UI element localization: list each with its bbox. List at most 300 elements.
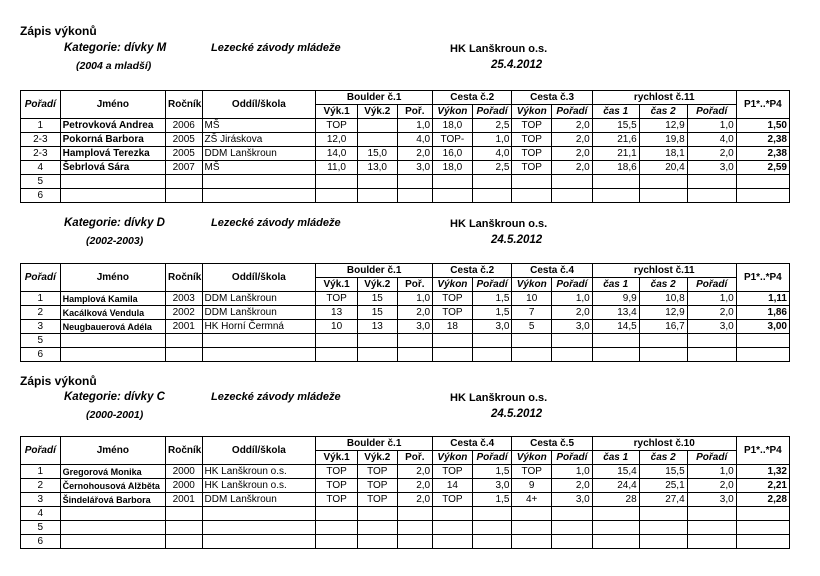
table-cell [687,507,736,521]
table-cell: 3,0 [687,161,736,175]
group-header-route-b: Cesta č.3 [512,91,592,105]
event-label: Lezecké závody mládeže [211,391,341,403]
col-header-cas1: čas 1 [592,278,639,292]
table-cell [687,521,736,535]
table-cell: TOP [512,119,552,133]
table-cell [166,348,203,362]
club-label: HK Lanškroun o.s. [450,43,548,55]
col-header-rocnik: Ročník [166,437,203,465]
table-cell [687,348,736,362]
table-cell [357,119,397,133]
table-cell [512,535,552,549]
table-cell [433,348,473,362]
table-cell [316,348,358,362]
table-cell [397,348,433,362]
years-label: (2002-2003) [86,235,144,247]
table-cell: 5 [21,521,61,535]
table-cell: 4 [21,507,61,521]
table-cell [397,175,433,189]
group-header-route-a: Cesta č.2 [433,264,512,278]
table-cell [472,189,512,203]
header-row [21,437,790,451]
table-cell: 1 [21,465,61,479]
table-cell [60,189,165,203]
table-cell [639,521,687,535]
table-cell [687,334,736,348]
col-header-poradi: Pořadí [21,437,61,465]
table-cell [316,175,358,189]
col-header-total: P1*..*P4 [736,437,789,465]
table-cell: 2,0 [552,479,593,493]
table-cell [166,189,203,203]
col-header-cas2: čas 2 [639,451,687,465]
table-cell [639,175,687,189]
category-label: Kategorie: dívky C [64,391,165,403]
table-cell [592,521,639,535]
table-cell: 2000 [166,465,203,479]
table-cell [592,507,639,521]
table-cell [472,334,512,348]
col-header-poradi2: Pořadí [472,451,512,465]
table-cell: 1,0 [687,465,736,479]
table-cell: 2005 [166,147,203,161]
table-cell: 1,0 [687,119,736,133]
table-cell [639,507,687,521]
table-cell: 2,38 [736,147,789,161]
table-cell [316,535,358,549]
table-cell: DDM Lanškroun [202,292,316,306]
table-cell: 2,5 [472,119,512,133]
table-cell [397,507,433,521]
col-header-jmeno: Jméno [60,437,165,465]
col-header-cas1: čas 1 [592,105,639,119]
col-header-poradi2: Pořadí [687,451,736,465]
table-cell [639,348,687,362]
results-table [20,263,790,362]
table-cell [736,521,789,535]
table-cell: 3 [21,493,61,507]
table-cell: 1,0 [472,133,512,147]
table-row [21,479,790,493]
table-cell [316,507,358,521]
table-cell: TOP [433,465,473,479]
table-cell [552,521,593,535]
table-cell: 3,0 [687,493,736,507]
col-header-jmeno: Jméno [60,91,165,119]
table-cell [433,507,473,521]
col-header-poradi2: Pořadí [687,278,736,292]
table-cell: 2,0 [397,465,433,479]
table-cell [357,133,397,147]
table-cell [736,334,789,348]
category-label: Kategorie: dívky M [64,42,167,54]
table-cell: 2000 [166,479,203,493]
table-cell: Černohousová Alžběta [60,479,165,493]
table-cell: 13 [357,320,397,334]
table-cell: 1 [21,292,61,306]
group-header-speed: rychlost č.10 [592,437,736,451]
table-row [21,306,790,320]
table-cell: 14,0 [316,147,358,161]
table-cell: 2,0 [687,306,736,320]
table-cell [316,189,358,203]
table-cell: 1,0 [552,465,593,479]
table-cell: 1,50 [736,119,789,133]
table-cell [639,334,687,348]
table-cell: 4 [21,161,61,175]
table-cell: 2,28 [736,493,789,507]
date-label: 24.5.2012 [491,408,543,420]
table-row [21,334,790,348]
table-cell [512,334,552,348]
table-cell: 3,00 [736,320,789,334]
table-cell [736,348,789,362]
table-cell: TOP- [433,133,473,147]
col-header-rocnik: Ročník [166,264,203,292]
table-cell: 7 [512,306,552,320]
table-cell [357,334,397,348]
table-cell: 1,5 [472,465,512,479]
col-header-cas2: čas 2 [639,278,687,292]
col-header-vykon: Výkon [433,278,473,292]
table-cell: MŠ [202,119,316,133]
table-cell: 2,0 [397,479,433,493]
table-cell: 6 [21,535,61,549]
table-cell: 15,0 [357,147,397,161]
table-cell: 14,5 [592,320,639,334]
group-header-boulder: Boulder č.1 [316,264,433,278]
table-cell [60,175,165,189]
table-cell [592,189,639,203]
col-header-vyk1: Výk.1 [316,105,358,119]
table-cell: DDM Lanškroun [202,493,316,507]
table-cell: 2,0 [397,306,433,320]
table-cell: 1,5 [472,306,512,320]
col-header-poradi2: Pořadí [552,278,593,292]
table-cell: 21,6 [592,133,639,147]
table-cell [472,507,512,521]
table-cell: 19,8 [639,133,687,147]
col-header-vykon: Výkon [512,278,552,292]
col-header-poradi2: Pořadí [472,105,512,119]
table-cell: 2-3 [21,147,61,161]
table-cell: HK Horní Čermná [202,320,316,334]
table-cell: 1,5 [472,292,512,306]
table-cell: 13,4 [592,306,639,320]
table-cell: 4,0 [472,147,512,161]
table-cell: 2001 [166,320,203,334]
col-header-rocnik: Ročník [166,91,203,119]
table-cell [202,334,316,348]
table-cell: 1,0 [397,119,433,133]
table-cell: 18,6 [592,161,639,175]
group-header-boulder: Boulder č.1 [316,91,433,105]
table-cell [60,348,165,362]
table-cell [166,507,203,521]
table-cell: Neugbauerová Adéla [60,320,165,334]
table-cell: MŠ [202,161,316,175]
table-cell [552,348,593,362]
table-cell: 20,4 [639,161,687,175]
table-cell [639,189,687,203]
table-cell: 3,0 [397,320,433,334]
table-cell [736,189,789,203]
col-header-oddil: Oddíl/škola [202,437,316,465]
col-header-vykon: Výkon [512,105,552,119]
table-cell: DDM Lanškroun [202,306,316,320]
table-cell: 2002 [166,306,203,320]
table-cell [687,535,736,549]
table-cell: 1,11 [736,292,789,306]
col-header-por: Poř. [397,451,433,465]
years-label: (2004 a mladší) [76,60,152,72]
col-header-vyk2: Výk.2 [357,451,397,465]
table-cell: 2-3 [21,133,61,147]
table-cell: TOP [512,465,552,479]
table-cell: Kacálková Vendula [60,306,165,320]
table-cell [60,334,165,348]
col-header-vyk1: Výk.1 [316,451,358,465]
table-cell [472,175,512,189]
table-cell: TOP [357,479,397,493]
table-cell: TOP [433,493,473,507]
col-header-vyk2: Výk.2 [357,278,397,292]
table-cell [60,521,165,535]
group-header-route-b: Cesta č.5 [512,437,592,451]
table-cell: Hamplová Terezka [60,147,165,161]
section-title: Zápis výkonů [20,24,97,38]
table-cell: 18,1 [639,147,687,161]
table-cell [166,175,203,189]
table-cell: 5 [21,175,61,189]
table-cell [736,175,789,189]
col-header-cas2: čas 2 [639,105,687,119]
table-row [21,133,790,147]
table-cell [512,507,552,521]
table-row [21,348,790,362]
table-cell: 3,0 [472,479,512,493]
table-cell: 2006 [166,119,203,133]
table-cell [316,334,358,348]
table-row [21,320,790,334]
date-label: 24.5.2012 [491,234,543,246]
table-cell [552,535,593,549]
table-cell: 21,1 [592,147,639,161]
table-cell [357,189,397,203]
table-cell: TOP [316,479,358,493]
table-cell: 2,0 [552,133,593,147]
table-cell: 1,0 [552,292,593,306]
table-cell: DDM Lanškroun [202,147,316,161]
table-cell [202,521,316,535]
table-cell [60,535,165,549]
table-cell [202,535,316,549]
results-table [20,436,790,549]
table-cell: 2 [21,479,61,493]
header-row [21,91,790,105]
table-cell [472,348,512,362]
table-cell: 4,0 [687,133,736,147]
table-cell: TOP [316,292,358,306]
table-cell: 13,0 [357,161,397,175]
table-cell: 3,0 [552,320,593,334]
table-cell [552,334,593,348]
table-cell [202,175,316,189]
group-header-route-b: Cesta č.4 [512,264,592,278]
table-cell [166,535,203,549]
table-cell [736,535,789,549]
table-cell: 3,0 [687,320,736,334]
table-row [21,493,790,507]
table-row [21,535,790,549]
table-cell [736,507,789,521]
col-header-por: Poř. [397,278,433,292]
table-cell [512,189,552,203]
table-cell [357,535,397,549]
col-header-vyk1: Výk.1 [316,278,358,292]
col-header-total: P1*..*P4 [736,91,789,119]
table-cell: 2005 [166,133,203,147]
table-cell [202,348,316,362]
table-cell [592,535,639,549]
table-cell: 27,4 [639,493,687,507]
table-cell: 9 [512,479,552,493]
table-cell [397,334,433,348]
table-cell: 2,0 [687,479,736,493]
table-cell: HK Lanškroun o.s. [202,465,316,479]
table-cell: TOP [512,133,552,147]
col-header-poradi2: Pořadí [552,451,593,465]
club-label: HK Lanškroun o.s. [450,392,548,404]
table-cell [687,189,736,203]
table-cell: 5 [512,320,552,334]
table-cell [472,521,512,535]
table-cell [166,334,203,348]
table-cell [202,507,316,521]
col-header-vyk2: Výk.2 [357,105,397,119]
table-cell [512,175,552,189]
table-cell: TOP [512,161,552,175]
table-cell: 4+ [512,493,552,507]
table-cell: 6 [21,189,61,203]
table-cell: 12,9 [639,119,687,133]
table-cell: Šebrlová Sára [60,161,165,175]
section-title: Zápis výkonů [20,374,97,388]
table-cell [316,521,358,535]
date-label: 25.4.2012 [491,59,543,71]
col-header-cas1: čas 1 [592,451,639,465]
table-cell: TOP [316,493,358,507]
table-cell [60,507,165,521]
table-cell [512,521,552,535]
table-cell [357,348,397,362]
results-table [20,90,790,203]
table-cell: 11,0 [316,161,358,175]
group-header-boulder: Boulder č.1 [316,437,433,451]
table-row [21,161,790,175]
table-row [21,507,790,521]
table-cell: TOP [316,119,358,133]
table-cell [433,535,473,549]
table-cell: TOP [433,306,473,320]
table-cell: 15,4 [592,465,639,479]
col-header-poradi2: Pořadí [687,105,736,119]
table-cell: TOP [512,147,552,161]
table-cell: 2 [21,306,61,320]
table-cell [433,521,473,535]
table-cell: Pokorná Barbora [60,133,165,147]
table-cell: 1 [21,119,61,133]
table-cell: 12,0 [316,133,358,147]
table-cell: Petrovková Andrea [60,119,165,133]
group-header-speed: rychlost č.11 [592,91,736,105]
col-header-vykon: Výkon [433,451,473,465]
table-cell [592,348,639,362]
table-cell: 2,0 [552,147,593,161]
table-cell: 3,0 [472,320,512,334]
category-label: Kategorie: dívky D [64,217,165,229]
table-cell [357,521,397,535]
group-header-speed: rychlost č.11 [592,264,736,278]
table-cell: 18 [433,320,473,334]
table-cell: 12,9 [639,306,687,320]
table-cell: Hamplová Kamila [60,292,165,306]
table-cell: 2,0 [552,119,593,133]
group-header-route-a: Cesta č.2 [433,91,512,105]
table-cell: 1,0 [397,292,433,306]
table-cell: 15,5 [639,465,687,479]
table-cell: 9,9 [592,292,639,306]
col-header-oddil: Oddíl/škola [202,264,316,292]
table-cell: ZŠ Jiráskova [202,133,316,147]
table-cell: 18,0 [433,161,473,175]
col-header-poradi2: Pořadí [552,105,593,119]
table-cell: 2,0 [552,161,593,175]
years-label: (2000-2001) [86,409,144,421]
col-header-vykon: Výkon [433,105,473,119]
table-cell: 10 [512,292,552,306]
table-cell: 10,8 [639,292,687,306]
table-cell [512,348,552,362]
table-cell [639,535,687,549]
table-cell: 2007 [166,161,203,175]
table-cell [397,521,433,535]
table-cell [433,334,473,348]
table-cell: 6 [21,348,61,362]
table-cell [397,535,433,549]
table-cell: Šindelářová Barbora [60,493,165,507]
table-cell: 10 [316,320,358,334]
table-cell: 18,0 [433,119,473,133]
table-cell: 5 [21,334,61,348]
table-row [21,147,790,161]
table-cell: TOP [357,465,397,479]
col-header-oddil: Oddíl/škola [202,91,316,119]
table-cell: 2,0 [687,147,736,161]
club-label: HK Lanškroun o.s. [450,218,548,230]
table-cell: 1,32 [736,465,789,479]
col-header-poradi: Pořadí [21,91,61,119]
col-header-poradi: Pořadí [21,264,61,292]
table-cell: 16,0 [433,147,473,161]
table-cell [592,334,639,348]
table-cell: 2,38 [736,133,789,147]
table-cell: 13 [316,306,358,320]
table-cell: 4,0 [397,133,433,147]
table-cell: 3 [21,320,61,334]
table-row [21,175,790,189]
table-cell [687,175,736,189]
